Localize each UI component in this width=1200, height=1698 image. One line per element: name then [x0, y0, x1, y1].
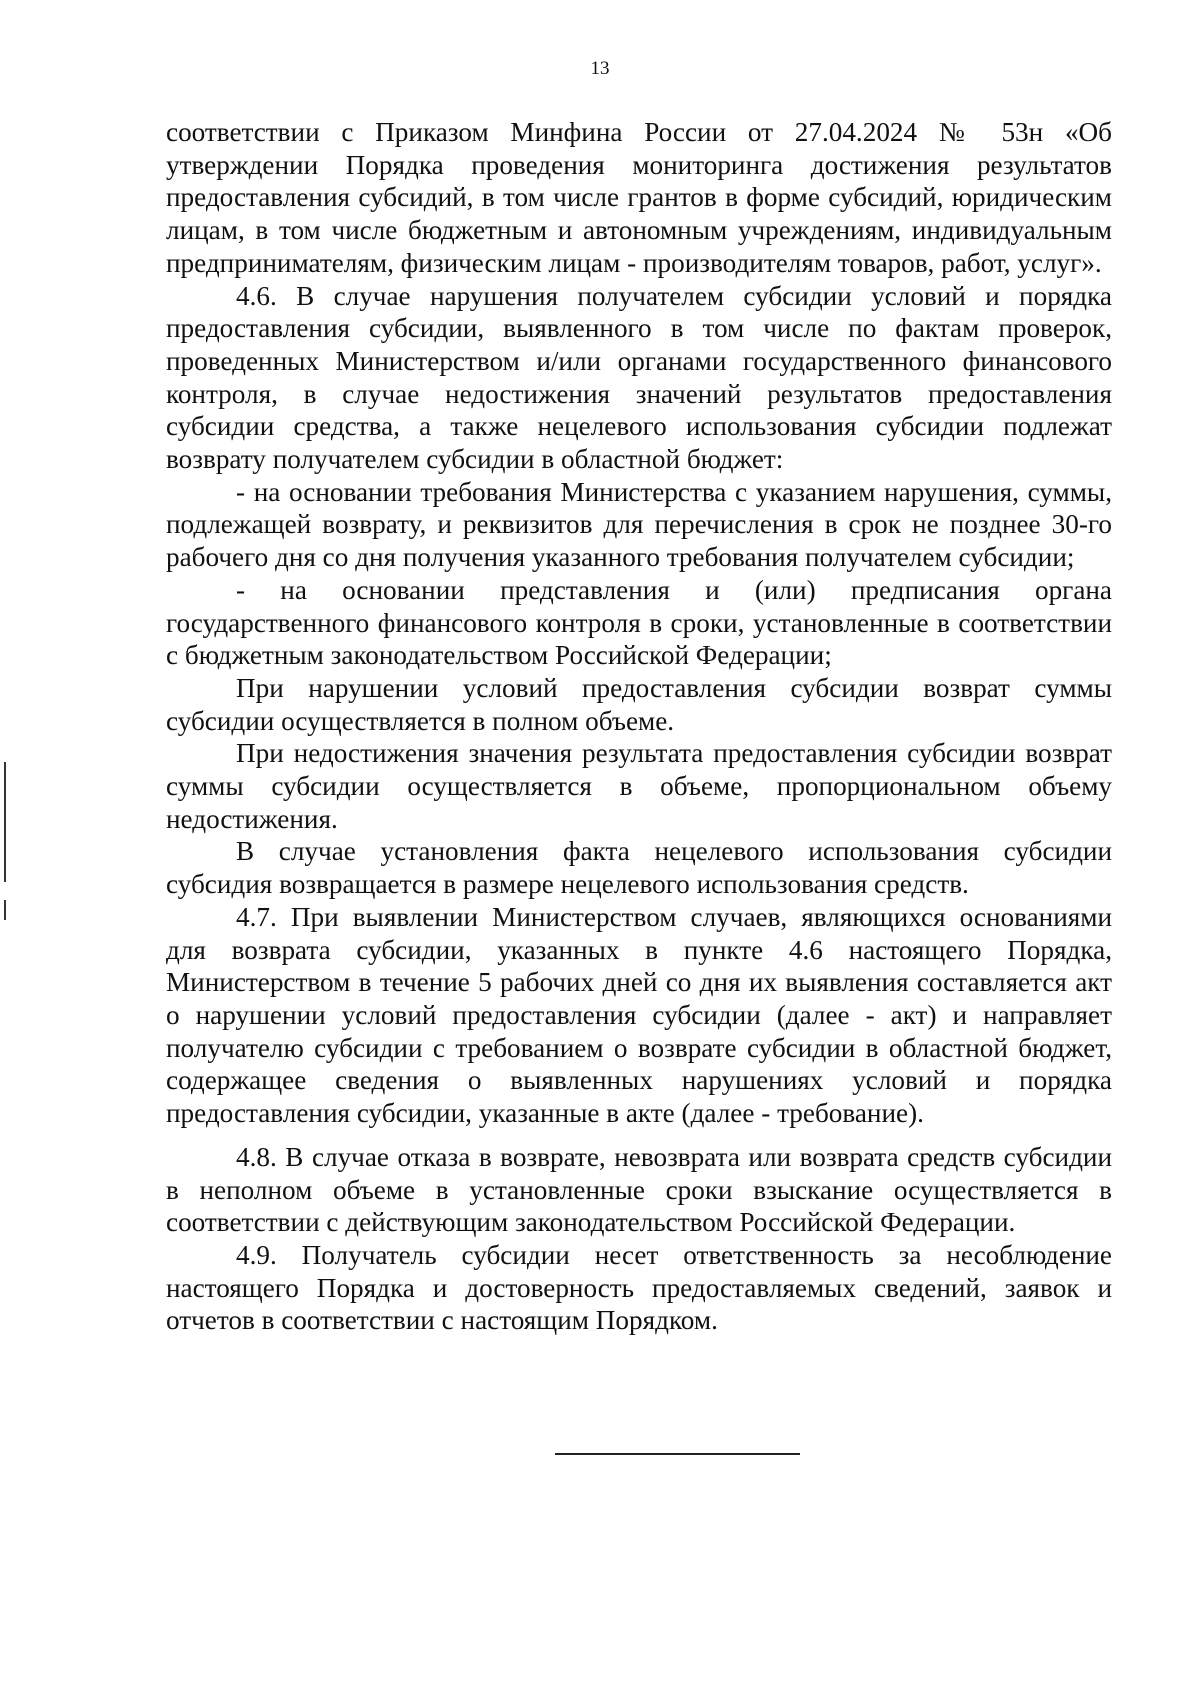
page-number: 13 — [590, 58, 610, 79]
paragraph-4-7: 4.7. При выявлении Министерством случаев, являющихся основаниями для возврата субсидии, указанных в пункте 4.6 настоящего Порядка, Министерством в течение 5 рабочих дней со дня их выявления составляется акт о нарушении условий предоставления субсидии (далее - акт) и направляет получателю субсидии с требованием о возврате субсидии в областной бюджет, содержащее сведения о выявленных нарушениях условий и порядка предоставления субсидии, указанные в акте (далее - требование). — [166, 901, 1112, 1129]
paragraph-non-achievement-return: При недостижения значения результата предоставления субсидии возврат суммы субсидии осуществляется в объеме, пропорциональном объему недостижения. — [166, 738, 1112, 834]
paragraph-4-8: 4.8. В случае отказа в возврате, невозврата или возврата средств субсидии в неполном объеме в установленные сроки взыскание осуществляется в соответствии с действующим законодательством Российской Федерации. — [166, 1141, 1112, 1238]
paragraph-violation-full-return: При нарушении условий предоставления субсидии возврат суммы субсидии осуществляется в полном объеме. — [166, 672, 1112, 736]
paragraph-4-6-item-requirement: - на основании требования Министерства с указанием нарушения, суммы, подлежащей возврату, и реквизитов для перечисления в срок не позднее 30-го рабочего дня со дня получения указанного требования получателем субсидии; — [166, 476, 1112, 573]
scan-margin-mark — [4, 762, 6, 882]
paragraph-misuse-return: В случае установления факта нецелевого использования субсидии субсидия возвращается в размере нецелевого использования средств. — [166, 836, 1112, 900]
paragraph-4-6: 4.6. В случае нарушения получателем субсидии условий и порядка предоставления субсидии, выявленного в том числе по фактам проверок, проведенных Министерством и/или органами государственного финансового контроля, в случае недостижения значений результатов предоставления субсидии средства, а также нецелевого использования субсидии подлежат возврату получателем субсидии в областной бюджет: — [166, 280, 1112, 475]
scan-margin-mark — [4, 900, 6, 920]
paragraph-4-6-item-control-order: - на основании представления и (или) предписания органа государственного финансового контроля в сроки, установленные в соответствии с бюджетным законодательством Российской Федерации; — [166, 574, 1112, 671]
paragraph-4-9: 4.9. Получатель субсидии несет ответственность за несоблюдение настоящего Порядка и достоверность предоставляемых сведений, заявок и отчетов в соответствии с настоящим Порядком. — [166, 1239, 1112, 1336]
end-of-text-rule — [555, 1453, 800, 1455]
document-body — [166, 116, 1112, 1337]
paragraph-intro-continuation: соответствии с Приказом Минфина России от 27.04.2024 № 53н «Об утверждении Порядка проведения мониторинга достижения результатов предоставления субсидий, в том числе грантов в форме субсидий, юридическим лицам, в том числе бюджетным и автономным учреждениям, индивидуальным предпринимателям, физическим лицам - производителям товаров, работ, услуг». — [166, 117, 1112, 278]
